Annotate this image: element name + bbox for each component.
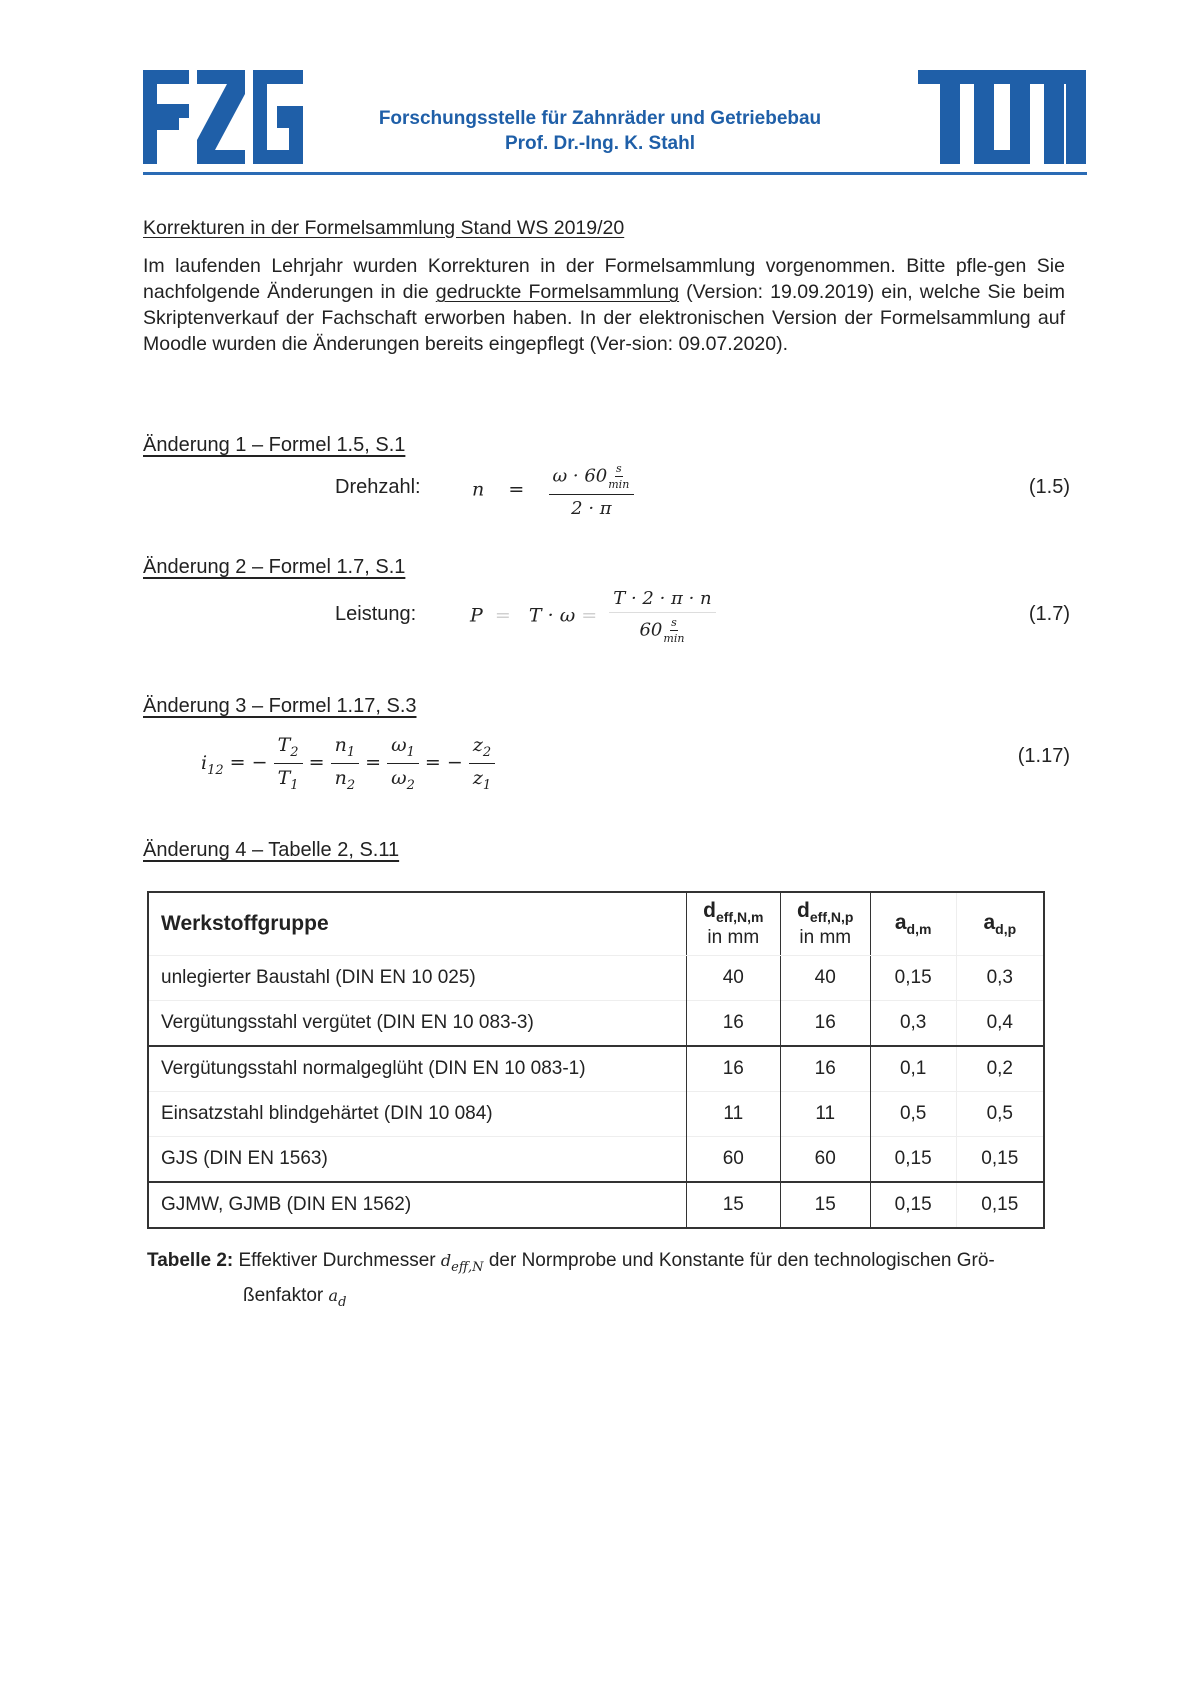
cell-a-d-m: 0,15 [870,1182,956,1228]
caption-text-2: der Normprobe und Konstante für den technologischen Grö- [483,1250,995,1271]
cell-material: GJS (DIN EN 1563) [148,1137,686,1183]
table-row [148,1001,1044,1047]
caption-line-2 [147,1282,1067,1317]
eq-label-speed: Drehzahl: [335,476,421,498]
page-header [0,0,1200,180]
cell-d-eff-p: 16 [780,1001,870,1047]
caption-text-3: ßenfaktor [243,1285,329,1306]
intro-text-1: Im laufenden Lehrjahr wurden Korrekturen in der Formelsammlung vorgenommen. Bitte pfle-gen Sie nachfolgende Änderungen in die [143,255,1065,303]
cell-a-d-p: 0,3 [956,956,1044,1001]
cell-a-d-m: 0,15 [870,956,956,1001]
eq-number-1-7: (1.7) [1028,603,1070,625]
caption-symbol-d-eff: $d_{eff,N}$ [440,1251,484,1275]
formula-1-5: n = ω · 60 $\frac{s}{\min}$ 2 · π [472,462,634,519]
caption-symbol-a-d: $a_d$ [328,1286,347,1310]
section-heading-1: Änderung 1 – Formel 1.5, S.1 [143,434,406,456]
header-a-d-p: $a_{d,p}$ [956,892,1044,956]
eq-number-1-17: (1.17) [1017,745,1070,767]
tum-logo [918,70,1086,164]
table-caption [147,1247,1067,1317]
fzg-logo [143,70,303,164]
cell-d-eff-p: 11 [780,1092,870,1137]
material-table [147,891,1045,1229]
cell-material: unlegierter Baustahl (DIN EN 10 025) [148,956,686,1001]
table-header-row [148,892,1044,956]
section-heading-2: Änderung 2 – Formel 1.7, S.1 [143,556,406,578]
cell-d-eff-m: 11 [686,1092,780,1137]
cell-a-d-m: 0,1 [870,1046,956,1092]
formula-1-17: $i_{12}$ = − $\frac{T_2}{T_1}$ = $\frac{n_1}{n_2}$ = $\frac{\omega_1}{\omega_2}$ = − $\frac{z_2}{z_1}$ [201,734,495,793]
caption-text-1: Effektiver Durchmesser [233,1250,441,1271]
table-row [148,1182,1044,1228]
header-d-eff-p: $d_{eff,N,p}$ in mm [780,892,870,956]
header-d-eff-m: $d_{eff,N,m}$ in mm [686,892,780,956]
cell-d-eff-m: 16 [686,1001,780,1047]
cell-material: GJMW, GJMB (DIN EN 1562) [148,1182,686,1228]
document-title: Korrekturen in der Formelsammlung Stand WS 2019/20 [143,217,625,239]
cell-a-d-p: 0,4 [956,1001,1044,1047]
cell-d-eff-m: 16 [686,1046,780,1092]
cell-a-d-p: 0,2 [956,1046,1044,1092]
caption-label: Tabelle 2: [147,1250,234,1271]
eq-number-1-5: (1.5) [1028,476,1070,498]
document-body [143,215,1065,377]
cell-material: Vergütungsstahl normalgeglüht (DIN EN 10 083-1) [148,1046,686,1092]
cell-a-d-p: 0,15 [956,1137,1044,1183]
institute-name [320,106,880,156]
eq-label-power: Leistung: [335,603,417,625]
cell-material: Vergütungsstahl vergütet (DIN EN 10 083-3) [148,1001,686,1047]
cell-d-eff-p: 16 [780,1046,870,1092]
institute-title: Forschungsstelle für Zahnräder und Getriebebau [378,108,822,129]
section-heading-3: Änderung 3 – Formel 1.17, S.3 [143,695,417,717]
header-a-d-m: $a_{d,m}$ [870,892,956,956]
intro-link-printed-collection: gedruckte Formelsammlung [435,281,680,303]
cell-d-eff-m: 60 [686,1137,780,1183]
section-heading-4: Änderung 4 – Tabelle 2, S.11 [143,839,400,861]
cell-d-eff-m: 15 [686,1182,780,1228]
cell-a-d-m: 0,3 [870,1001,956,1047]
table-row [148,956,1044,1001]
cell-d-eff-p: 60 [780,1137,870,1183]
cell-a-d-m: 0,15 [870,1137,956,1183]
header-rule [143,172,1087,175]
table-row [148,1092,1044,1137]
table-row [148,1046,1044,1092]
header-material-group: Werkstoffgruppe [148,892,686,956]
intro-paragraph [143,253,1065,357]
formula-1-7: P = T · ω = T · 2 · π · n 60 $\frac{s}{\min}$ [470,588,716,645]
cell-d-eff-p: 15 [780,1182,870,1228]
cell-a-d-p: 0,15 [956,1182,1044,1228]
table-row [148,1137,1044,1183]
cell-a-d-m: 0,5 [870,1092,956,1137]
cell-material: Einsatzstahl blindgehärtet (DIN 10 084) [148,1092,686,1137]
cell-a-d-p: 0,5 [956,1092,1044,1137]
professor-name: Prof. Dr.-Ing. K. Stahl [504,133,695,154]
intro-text-2: (Version: 19.09.2019) ein, welche Sie beim Skriptenverkauf der Fachschaft erworben haben. In der elektronischen Version der Formelsammlung auf Moodle wurden die Änderungen bereits eingepflegt (Ver-sion: 09.07.2020). [143,281,1065,355]
cell-d-eff-p: 40 [780,956,870,1001]
cell-d-eff-m: 40 [686,956,780,1001]
